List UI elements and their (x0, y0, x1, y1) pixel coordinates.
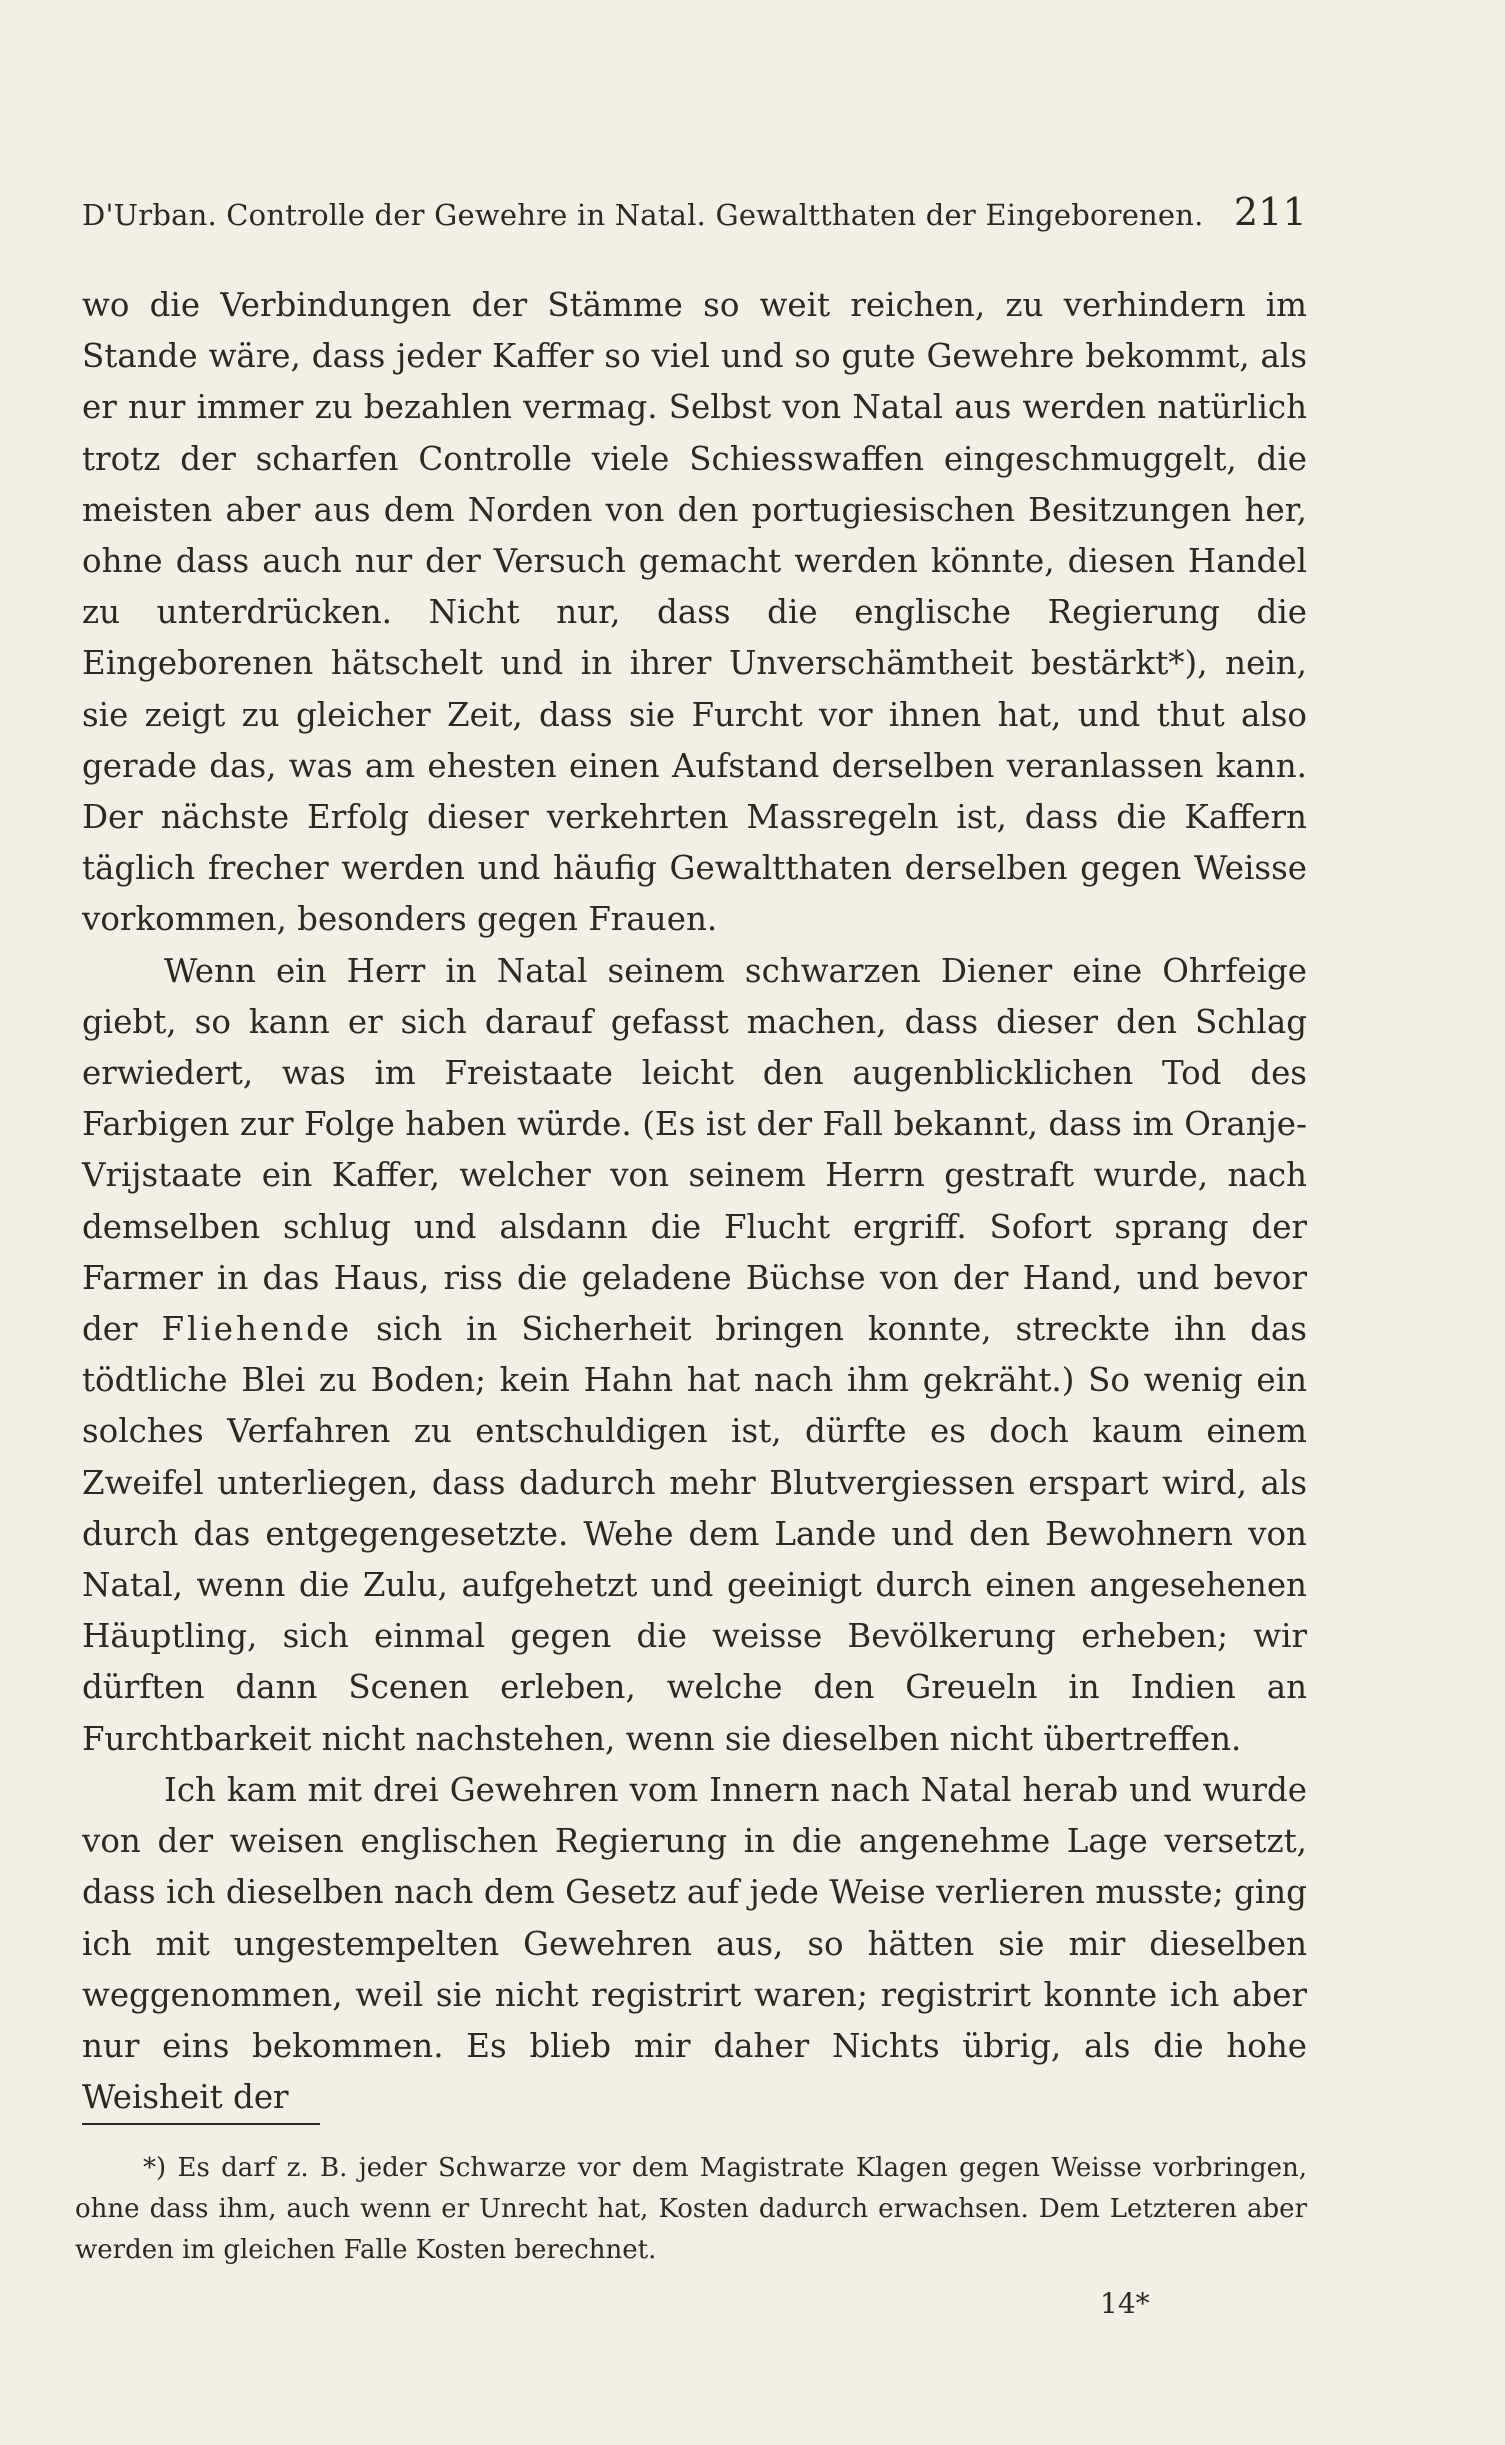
footnote-text: *) Es darf z. B. jeder Schwarze vor dem Magistrate Klagen gegen Weisse vorbringen, ohne dass ihm, auch wenn er Unrecht hat, Kosten dadurch erwachsen. Dem Letzteren aber werden im gleichen Falle Kosten berechnet. (75, 2153, 1307, 2265)
footnote-divider (82, 2123, 320, 2125)
paragraph-3: Ich kam mit drei Gewehren vom Innern nach Natal herab und wurde von der weisen englischen Regierung in die angenehme Lage versetzt, dass ich dieselben nach dem Gesetz auf jede Weise verlieren musste; ging ich mit ungestempelten Gewehren aus, so hätten sie mir dieselben weggenommen, weil sie nicht registrirt waren; registrirt konnte ich aber nur eins bekommen. Es blieb mir daher Nichts übrig, als die hohe Weisheit der (82, 1770, 1307, 2117)
running-title: D'Urban. Controlle der Gewehre in Natal. Gewaltthaten der Eingeborenen. (82, 198, 1204, 232)
emphasized-word: Fliehende (161, 1310, 353, 1349)
paragraph-2 (82, 946, 1307, 1765)
page-number: 211 (1233, 190, 1307, 234)
paragraph-1: wo die Verbindungen der Stämme so weit reichen, zu verhindern im Stande wäre, dass jeder Kaffer so viel und so gute Gewehre bekommt, als er nur immer zu bezahlen vermag. Selbst von Natal aus werden natürlich trotz der scharfen Controlle viele Schiesswaffen eingeschmuggelt, die meisten aber aus dem Norden von den portugiesischen Besitzungen her, ohne dass auch nur der Versuch gemacht werden könnte, diesen Handel zu unterdrücken. Nicht nur, dass die englische Regierung die Eingeborenen hätschelt und in ihrer Unverschämtheit bestärkt*), nein, sie zeigt zu gleicher Zeit, dass sie Furcht vor ihnen hat, und thut also gerade das, was am ehesten einen Aufstand derselben veranlassen kann. Der nächste Erfolg dieser verkehrten Massregeln ist, dass die Kaffern täglich frecher werden und häufig Gewaltthaten derselben gegen Weisse vorkommen, besonders gegen Frauen. (82, 286, 1307, 939)
footnote (75, 2148, 1307, 2271)
running-header (82, 190, 1307, 234)
paragraph-2-part-b: sich in Sicherheit bringen konnte, streckte ihn das tödtliche Blei zu Boden; kein Hahn hat nach ihm gekräht.) So wenig ein solches Verfahren zu entschuldigen ist, dürfte es doch kaum einem Zweifel unterliegen, dass dadurch mehr Blutvergiessen erspart wird, als durch das entgegengesetzte. Wehe dem Lande und den Bewohnern von Natal, wenn die Zulu, aufgehetzt und geeinigt durch einen angesehenen Häuptling, sich einmal gegen die weisse Bevölkerung erheben; wir dürften dann Scenen erleben, welche den Greueln in Indien an Furchtbarkeit nicht nachstehen, wenn sie dieselben nicht übertreffen. (82, 1310, 1307, 1758)
main-text (82, 280, 1307, 2123)
signature-mark: 14* (1100, 2287, 1150, 2320)
paragraph-2-part-a: Wenn ein Herr in Natal seinem schwarzen Diener eine Ohrfeige giebt, so kann er sich darauf gefasst machen, dass dieser den Schlag erwiedert, was im Freistaate leicht den augenblicklichen Tod des Farbigen zur Folge haben würde. (Es ist der Fall bekannt, dass im Oranje-Vrijstaate ein Kaffer, welcher von seinem Herrn gestraft wurde, nach demselben schlug und alsdann die Flucht ergriff. Sofort sprang der Farmer in das Haus, riss die geladene Büchse von der Hand, und bevor der (82, 951, 1307, 1349)
